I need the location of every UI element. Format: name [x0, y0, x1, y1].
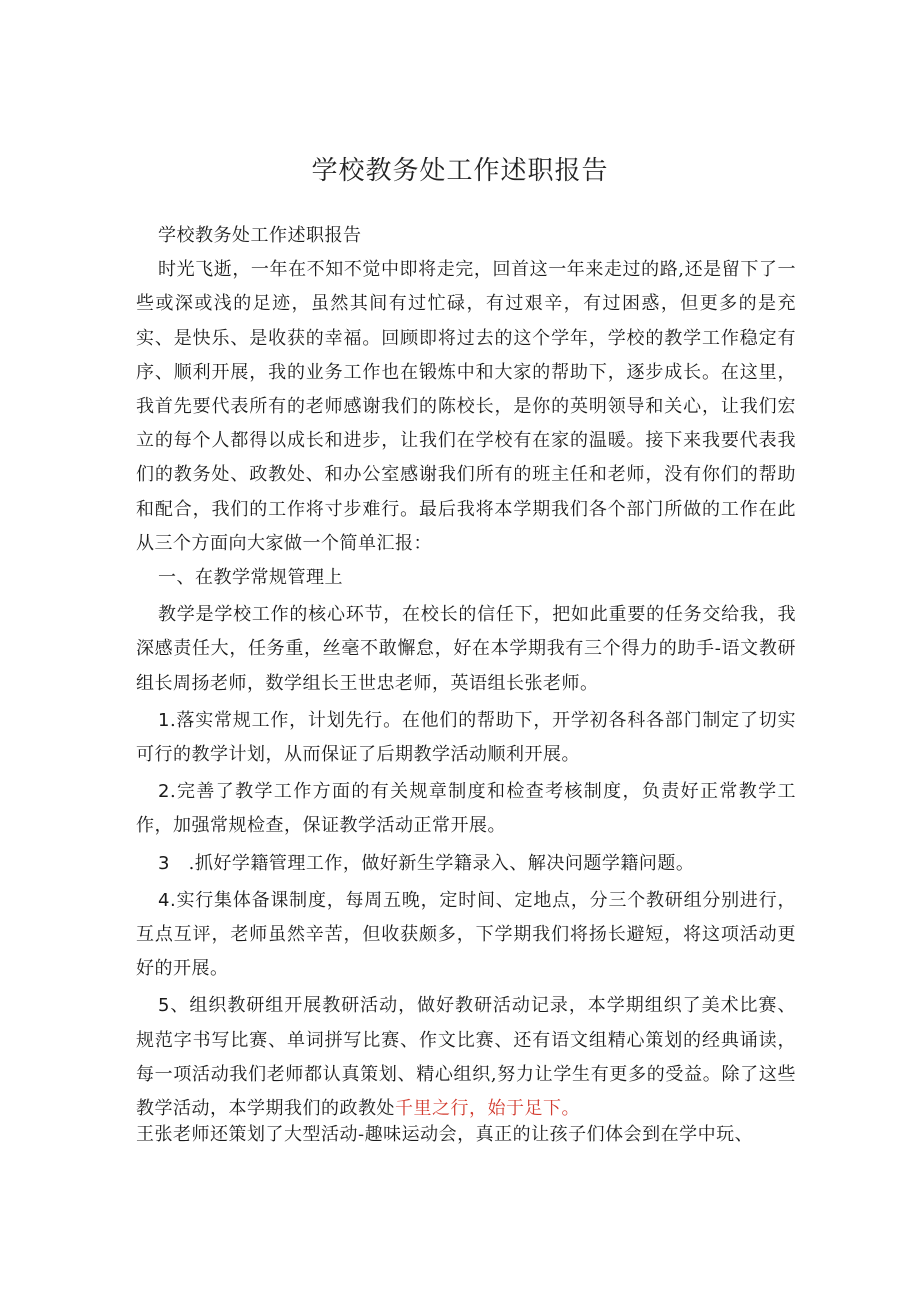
list-item-text: .抓好学籍管理工作，做好新生学籍录入、解决问题学籍问题。: [188, 852, 695, 874]
list-item-text: 实行集体备课制度，每周五晚，定时间、定地点，分三个教研组分别进行，互点互评，老师虽然辛苦，但收获颇多，下学期我们将扬长避短，将这项活动更好的开展。: [136, 889, 796, 980]
list-item: [136, 775, 796, 843]
document-subtitle: 学校教务处工作述职报告: [158, 225, 362, 246]
list-item-number: 1: [158, 709, 170, 731]
document-title: 学校教务处工作述职报告: [311, 156, 609, 186]
list-item: [136, 989, 796, 1126]
intro-paragraph: 时光飞逝，一年在不知不觉中即将走完，回首这一年来走过的路,还是留下了一些或深或浅的足迹，虽然其间有过忙碌，有过艰辛，有过困惑，但更多的是充实、是快乐、是收获的幸福。回顾即将过去的这个学年，学校的教学工作稳定有序、顺利开展，我的业务工作也在锻炼中和大家的帮助下，逐步成长。在这里，我首先要代表所有的老师感谢我们的陈校长，是你的英明领导和关心，让我们宏立的每个人都得以成长和进步，让我们在学校有在家的温暖。接下来我要代表我们的教务处、政教处、和办公室感谢我们所有的班主任和老师，没有你们的帮助和配合，我们的工作将寸步难行。最后我将本学期我们各个部门所做的工作在此从三个方面向大家做一个简单汇报：: [136, 259, 796, 554]
section-heading-1: 一、在教学常规管理上: [158, 567, 343, 589]
list-item-number: 4.: [158, 889, 177, 911]
continuation-line: 王张老师还策划了大型活动-趣味运动会，真正的让孩子们体会到在学中玩、: [136, 1124, 754, 1145]
list-item: [136, 884, 796, 987]
list-item-number: 5: [158, 995, 170, 1017]
list-item: [136, 704, 796, 772]
highlighted-text: 千里之行，始于足下。: [395, 1098, 580, 1120]
list-item: [136, 847, 796, 881]
list-item-number: 3: [158, 852, 170, 874]
list-item-text: .完善了教学工作方面的有关规章制度和检查考核制度，负责好正常教学工作，加强常规检查，保证教学活动正常开展。: [136, 781, 796, 837]
list-item-text: .落实常规工作，计划先行。在他们的帮助下，开学初各科各部门制定了切实可行的教学计划，从而保证了后期教学活动顺利开展。: [136, 709, 796, 766]
list-item-text: 、组织教研组开展教研活动，做好教研活动记录，本学期组织了美术比赛、规范字书写比赛、单词拼写比赛、作文比赛、还有语文组精心策划的经典诵读，每一项活动我们老师都认真策划、精心组织,努力让学生有更多的受益。除了这些教学活动，本学期我们的政教处: [136, 995, 796, 1120]
document-body: [136, 219, 796, 1126]
list-item-number: 2: [158, 781, 170, 803]
section-1-intro-paragraph: 教学是学校工作的核心环节，在校长的信任下，把如此重要的任务交给我，我深感责任大，任务重，丝毫不敢懈怠，好在本学期我有三个得力的助手-语文教研组长周扬老师，数学组长王世忠老师，英语组长张老师。: [136, 604, 796, 694]
